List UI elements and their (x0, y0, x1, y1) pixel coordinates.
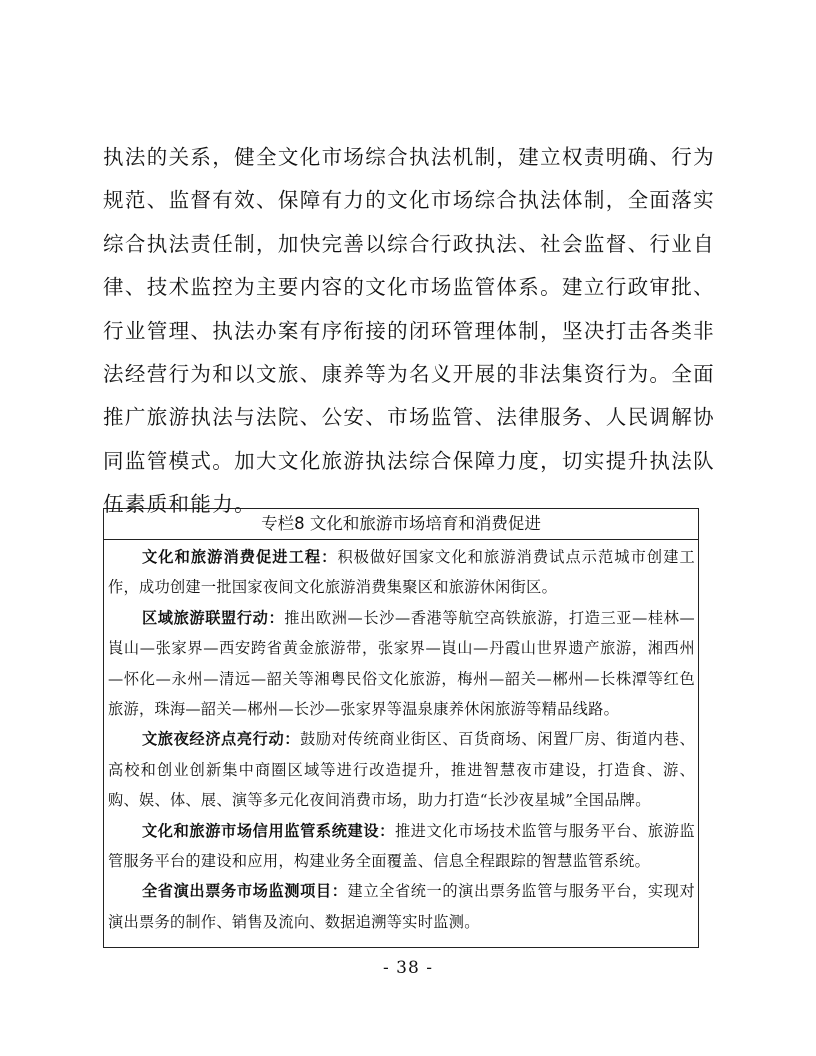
box-item-text: 积极做好国家文化和旅游消费试点示范城市创建工作，成功创建一批国家夜间文化旅游消费集聚区和旅游休闲街区。 (108, 548, 695, 597)
box-item-heading: 文化和旅游消费促进工程： (142, 548, 338, 566)
box-item-night-economy (108, 724, 695, 815)
box-item-heading: 文化和旅游市场信用监管系统建设： (142, 821, 395, 840)
body-paragraph: 执法的关系，健全文化市场综合执法机制，建立权责明确、行为规范、监督有效、保障有力的文化市场综合执法体制，全面落实综合执法责任制，加快完善以综合行政执法、社会监督、行业自律、技术监控为主要内容的文化市场监管体系。建立行政审批、行业管理、执法办案有序衔接的闭环管理体制，坚决打击各类非法经营行为和以文旅、康养等为名义开展的非法集资行为。全面推广旅游执法与法院、公安、市场监管、法律服务、人民调解协同监管模式。加大文化旅游执法综合保障力度，切实提升执法队伍素质和能力。 (103, 145, 715, 517)
box-item-heading: 全省演出票务市场监测项目： (142, 882, 348, 901)
box-item-text: 鼓励对传统商业街区、百货商场、闲置厂房、街道内巷、高校和创业创新集中商圈区域等进行改造提升，推进智慧夜市建设，打造食、游、购、娱、体、展、演等多元化夜间消费市场，助力打造“长沙夜星城”全国品牌。 (108, 730, 696, 810)
box-item-heading: 区域旅游联盟行动： (142, 608, 285, 627)
page-number: - 38 - (383, 958, 433, 978)
box-item-heading: 文旅夜经济点亮行动： (142, 730, 301, 749)
column-box-body (104, 540, 698, 937)
box-item-text: 推进文化市场技术监管与服务平台、旅游监管服务平台的建设和应用，构建业务全面覆盖、信息全程跟踪的智慧监管系统。 (108, 821, 695, 871)
column-box-title: 专栏8 文化和旅游市场培育和消费促进 (104, 509, 698, 540)
box-item-consumption-promotion (108, 542, 695, 603)
box-item-credit-supervision (108, 816, 695, 877)
box-item-text: 建立全省统一的演出票务监管与服务平台，实现对演出票务的制作、销售及流向、数据追溯等实时监测。 (108, 882, 695, 931)
box-item-ticket-monitoring (108, 876, 695, 937)
box-item-text: 推出欧洲—长沙—香港等航空高铁旅游，打造三亚—桂林—崀山—张家界—西安跨省黄金旅游带，张家界—崀山—丹霞山世界遗产旅游，湘西州—怀化—永州—清远—韶关等湘粤民俗文化旅游，梅州—韶关—郴州—长株潭等红色旅游，珠海—韶关—郴州—长沙—张家界等温泉康养休闲旅游等精品线路。 (108, 608, 695, 719)
column-box (103, 508, 699, 948)
box-item-regional-alliance (108, 603, 695, 725)
